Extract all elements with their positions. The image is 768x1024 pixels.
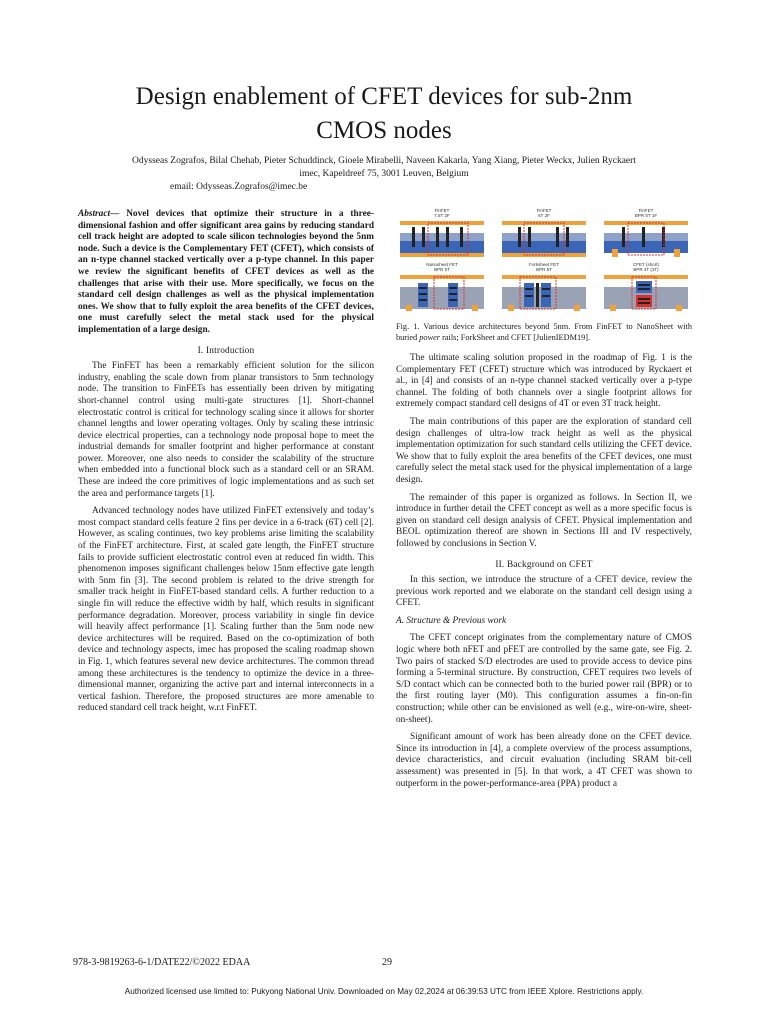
section-heading-introduction: I. Introduction [197, 345, 255, 356]
structure-paragraph-1: The CFET concept originates from the complementary nature of CMOS logic where both nFET and pFET are controlled by the same gate, see Fig. 2. Two pairs of stacked S/D electrodes are used to provide access to device pins forming a 5-terminal structure. By construction, CFET requires two levels of S/D contact which can be connected both to the buried power rail (BPR) or to the first routing layer (M0). This configuration assumes a fin-on-fin construction; while other can be envisioned as well (e.g., wire-on-wire, sheet-on-sheet). [396, 633, 692, 725]
section-heading-background: II. Background on CFET [495, 559, 593, 570]
abstract-lead: Abstract— [78, 209, 120, 219]
fig-panel-forksheet [500, 262, 588, 312]
panel-sublabel: BPR 5T 1F [634, 213, 658, 218]
author-email: email: Odysseas.Zografos@imec.be [170, 182, 308, 192]
right-paragraph-1: The ultimate scaling solution proposed in the roadmap of Fig. 1 is the Complementary FET (CFET) structure which was introduced by Ryckaert et al., in [4] and consists of an n-type channel stacked vertically over a p-type channel. The folding of both channels over a single footprint allows for extremely compact standard cell designs of 4T or even 3T track height. [396, 353, 692, 410]
caption-text: Fig. 1. Various device architectures beyond 5nm. From FinFET to NanoSheet with buried [396, 322, 692, 342]
intro-paragraph-2: Advanced technology nodes have utilized FinFET extensively and today’s most compact standard cells feature 2 fins per device in a 6-track (6T) cell [2]. However, as scaling continues, two key problems arise limiting the scalability of the FinFET architecture. First, at scaled gate length, the FinFET structure fails to provide sufficient electrostatic control even at reduced fin width. This phenomenon imposes significant challenges below 15nm effective gate length with 5nm fin [3]. The second problem is related to the drive strength for smaller track height in FinFET-based standard cells. A further reduction to a single fin will reduce the effective width by half, which results in significant performance degradation. Moreover, process variability in single fin device will heavily affect performance [1]. Scaling further than the 5nm node new device architectures will be required. Based on the co-optimization of both device and technology aspects, imec has proposed the scaling roadmap shown in Fig. 1, which features several new device architectures. The common thread among these architectures is the tendency to optimize the device in a three-dimensional manner, organizing the active part and internal interconnects in a vertical fashion. Therefore, the proposed structures are more amenable to reduced standard cell track height, w.r.t FinFET. [78, 506, 374, 714]
caption-emphasis: power [419, 332, 441, 342]
panel-sublabel: 7.5T 2F [434, 213, 450, 218]
download-notice: Authorized licensed use limited to: Pukyong National Univ. Downloaded on May 02,2024 at 06:39:53 UTC from IEEE Xplore. Restrictions apply. [124, 987, 644, 996]
fig-panel-cfet [602, 262, 690, 312]
right-paragraph-2: The main contributions of this paper are the exploration of standard cell design challenges of ultra-low track height as well as the physical implementation optimization for such standard cells utilizing the CFET device. We show that to fully exploit the area benefits of the CFET devices, one must carefully select the metal stack used for the physical implementation of a large design. [396, 416, 692, 485]
panel-label: FinFET [536, 208, 552, 213]
abstract-text: Novel devices that optimize their structure in a three-dimensional fashion and offer significant area gains by reducing standard cell track height are adopted to scale silicon technologies beyond the 5nm node. Such a device is the Complementary FET (CFET), which consists of an n-type channel stacked vertically over a p-type channel. In this paper we review the significant benefits of CFET devices as well as the challenges that arise with their use. More specifically, we focus on the standard cell design challenges as well as the physical implementation ones. We show that to fully exploit the area benefits of the CFET devices, one must carefully select the metal stack used for the physical implementation of a large design. [78, 209, 374, 335]
device-cross-section [500, 219, 588, 259]
title-line-1: Design enablement of CFET devices for sub-2nm [135, 83, 633, 110]
page-number: 29 [382, 957, 392, 968]
panel-label: Forksheet FET [529, 262, 559, 267]
device-cross-section [500, 273, 588, 313]
device-cross-section [602, 273, 690, 313]
panel-label: FinFET [434, 208, 450, 213]
author-list: Odysseas Zografos, Bilal Chehab, Pieter Schuddinck, Gioele Mirabelli, Naveen Kakarla, Yang Xiang, Pieter Weckx, Julien Ryckaert [132, 156, 636, 166]
panel-sublabel: 6T 2F [538, 213, 550, 218]
panel-label: Nanosheet FET [426, 262, 458, 267]
paper-title [60, 80, 708, 148]
structure-paragraph-2: Significant amount of work has been already done on the CFET device. Since its introduction in [4], a complete overview of the process assumptions, device characteristics, and circuit evaluation (including SRAM bit-cell assessment) was presented in [5]. In that work, a 4T CFET was shown to outperform in the power-performance-area (PPA) product a [396, 732, 692, 789]
fig-panel-finfet-bpr-5t [602, 208, 690, 258]
panel-label: FinFET [638, 208, 654, 213]
panel-sublabel: BPR 4T (3T) [633, 267, 659, 272]
right-column [396, 208, 692, 796]
footer-isbn: 978-3-9819263-6-1/DATE22/©2022 EDAA [73, 957, 251, 968]
abstract [78, 209, 374, 337]
device-cross-section [602, 219, 690, 259]
title-line-2: CMOS nodes [316, 117, 452, 144]
panel-label: CFET (short) [633, 262, 659, 267]
figure-1-caption [396, 322, 692, 343]
fig-panel-finfet-6t [500, 208, 588, 258]
panel-sublabel: BPR 5T [536, 267, 552, 272]
device-cross-section [398, 219, 486, 259]
affiliation: imec, Kapeldreef 75, 3001 Leuven, Belgium [299, 169, 469, 179]
right-paragraph-3: The remainder of this paper is organized as follows. In Section II, we introduce in further detail the CFET concept as well as a more specific focus is given on standard cell design analysis of CFET. Physical implementation and BEOL optimization thereof are shown in Sections III and IV respectively, followed by conclusions in Section V. [396, 492, 692, 549]
subsection-heading-structure: A. Structure & Previous work [396, 615, 507, 626]
caption-text-end: rails; ForkSheet and CFET [JulienIEDM19]. [440, 332, 591, 342]
figure-1 [396, 208, 692, 318]
intro-paragraph-1: The FinFET has been a remarkably efficient solution for the silicon industry, enabling the scale down from planar transistors to 5nm technology node. The transition to FinFETs has essentially been driven by mitigating short-channel control using multi-gate structures [1]. Short-channel electrostatic control is critical for technology scaling since it allows for shorter channel lengths and lower operating voltages. Only by scaling these intrinsic device electrical properties, can a technology node proposal hope to meet the industrial demands for smaller footprint and higher performance at constant power. Moreover, one also needs to consider the scalability of the structure when embedded into a functional block such as a standard cell or an SRAM. These are indeed the core primitives of logic implementations and as such set the area and performance targets [1]. [78, 361, 374, 499]
device-cross-section [398, 273, 486, 313]
panel-sublabel: BPR 5T [434, 267, 450, 272]
left-column [78, 209, 374, 721]
fig-panel-nanosheet [398, 262, 486, 312]
background-paragraph-1: In this section, we introduce the structure of a CFET device, review the previous work reported and we elaborate on the standard cell design using a CFET. [396, 575, 692, 609]
fig-panel-finfet-7.5t [398, 208, 486, 258]
